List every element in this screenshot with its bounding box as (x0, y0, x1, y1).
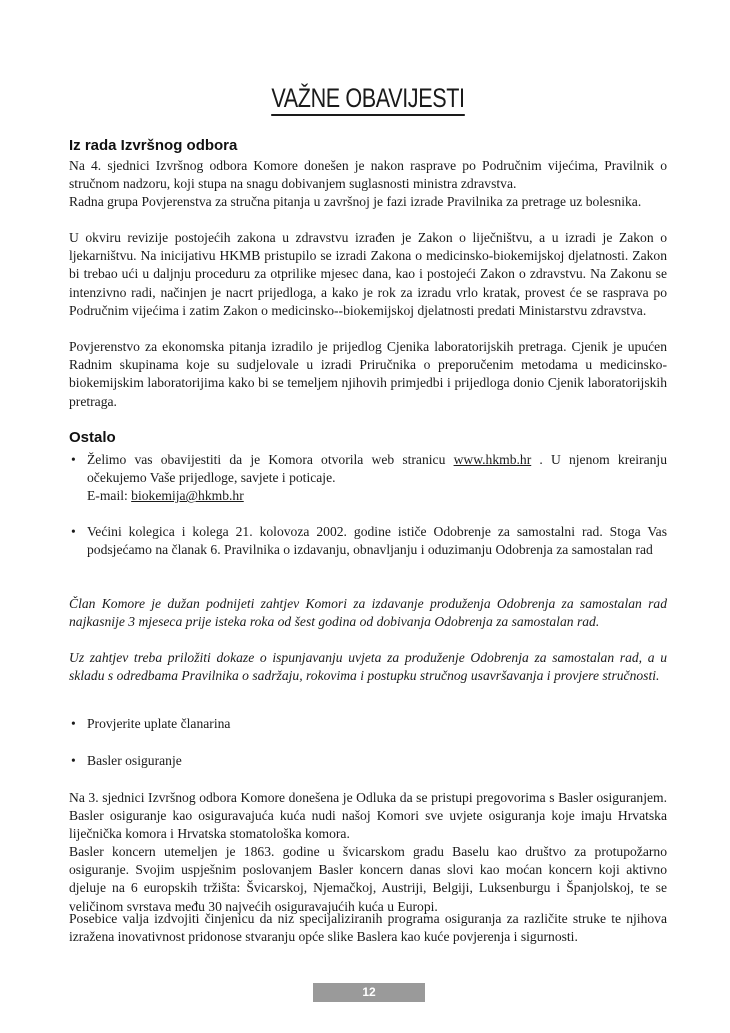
bullet-icon: • (71, 452, 76, 467)
paragraph-basler-programi: Posebice valja izdvojiti činjenicu da niz specijaliziranih programa osiguranja za različite struke te njihova izražena inovativnost pridonose stvaranju opće slike Baslera kao kuće povjerenja i sigurnosti. (69, 911, 667, 945)
italic-paragraph-clan-komore: Član Komore je dužan podnijeti zahtjev Komori za izdavanje produženja Odobrenja za samostalan rad najkasnije 3 mjeseca prije isteka roka od šest godina od dobivanja Odobrenja za samostalan rad. (69, 596, 667, 630)
website-link[interactable]: www.hkmb.hr (453, 452, 532, 467)
list-item-basler: • Basler osiguranje (69, 752, 667, 770)
page-number-badge: 12 (313, 983, 425, 1002)
bullet-list-web (69, 451, 667, 506)
paragraph-radna-grupa: Radna grupa Povjerenstva za stručna pitanja u završnoj je fazi izrade Pravilnika za pretrage uz bolesnika. (69, 194, 642, 209)
page-title: VAŽNE OBAVIJESTI (129, 83, 607, 114)
paragraph-basler-odluka: Na 3. sjednici Izvršnog odbora Komore donešena je Odluka da se pristupi pregovorima s Basler osiguranjem. Basler osiguranje kao osiguravajuća kuća nudi našoj Komori sve uvjete osiguranja koje imaju Hrvatska liječnička komora i Hrvatska stomatološka komora. (69, 790, 667, 842)
list-item-odobrenje: • Većini kolegica i kolega 21. kolovoza 2002. godine ističe Odobrenje za samostalni rad. Stoga Vas podsjećamo na članak 6. Pravilnika o izdavanju, obnavljanju i oduzimanju Odobrenja za samostalan rad (71, 524, 667, 558)
bullet-list-odobrenje (69, 523, 667, 559)
bullet-list-basler (69, 752, 667, 770)
paragraph-pravilnik-nadzor: Na 4. sjednici Izvršnog odbora Komore donešen je nakon rasprave po Područnim vijećima, Pravilnik o stručnom nadzoru, koji stupa na snagu dobivanjem suglasnosti ministra zdravstva. (69, 158, 667, 192)
paragraph-basler-koncern: Basler koncern utemeljen je 1863. godine u švicarskom gradu Baselu kao društvo za protupožarno osiguranje. Svojim uspješnim poslovanjem Basler koncern danas slovi kao moćan koncern koji aktivno djeluje na 6 europskih tržišta: Švicarskoj, Njemačkoj, Austriji, Belgiji, Luksenburgu i Španjolskoj, te se veličinom svrstava među 30 najvećih osiguravajućih kuća u Europi. (69, 844, 667, 914)
bullet-icon: • (71, 716, 76, 731)
paragraph-revizija-zakona: U okviru revizije postojećih zakona u zdravstvu izrađen je Zakon o liječništvu, a u izradi je Zakon o ljekarništvu. Na inicijativu HKMB pristupilo se izradi Zakona o medicinsko-biokemijskoj djelatnosti. Zakon bi trebao ući u daljnju proceduru za otprilike mjesec dana, kao i postojeći Zakon o zdravstvu. Na Zakonu se intenzivno radi, načinjen je nacrt prijedloga, a kako je rok za izradu vrlo kratak, provest će se rasprava po Područnim vijećima i zatim Zakon o medicinsko--biokemijskoj djelatnosti predati Ministarstvu zdravstva. (69, 230, 667, 318)
paragraph-cjenik: Povjerenstvo za ekonomska pitanja izradilo je prijedlog Cjenika laboratorijskih pretraga. Cjenik je upućen Radnim skupinama koje su sudjelovale u izradi Priručnika o preporučenim metodama u medicinsko-biokemijskim laboratorijima kako bi se temeljem njihovih primjedbi i prijedloga donio Cjenik laboratorijskih pretraga. (69, 339, 667, 409)
section-heading-ostalo: Ostalo (69, 429, 116, 446)
italic-paragraph-uz-zahtjev: Uz zahtjev treba priložiti dokaze o ispunjavanju uvjeta za produženje Odobrenja za samostalan rad, a u skladu s odredbama Pravilnika o sadržaju, rokovima i postupku stručnog usavršavanja i provjere stručnosti. (69, 650, 667, 684)
section-heading-izvrsni-odbor: Iz rada Izvršnog odbora (69, 137, 238, 154)
list-item-web: • Želimo vas obavijestiti da je Komora otvorila web stranicu www.hkmb.hr . U njenom kreiranju očekujemo Vaše prijedloge, savjete i poticaje. E-mail: biokemija@hkmb.hr (71, 452, 667, 504)
list-item-clanarina: • Provjerite uplate članarina (69, 715, 667, 733)
bullet-icon: • (71, 524, 76, 539)
bullet-list-clanarina (69, 715, 667, 733)
bullet-icon: • (71, 753, 76, 768)
email-link[interactable]: biokemija@hkmb.hr (131, 488, 244, 504)
